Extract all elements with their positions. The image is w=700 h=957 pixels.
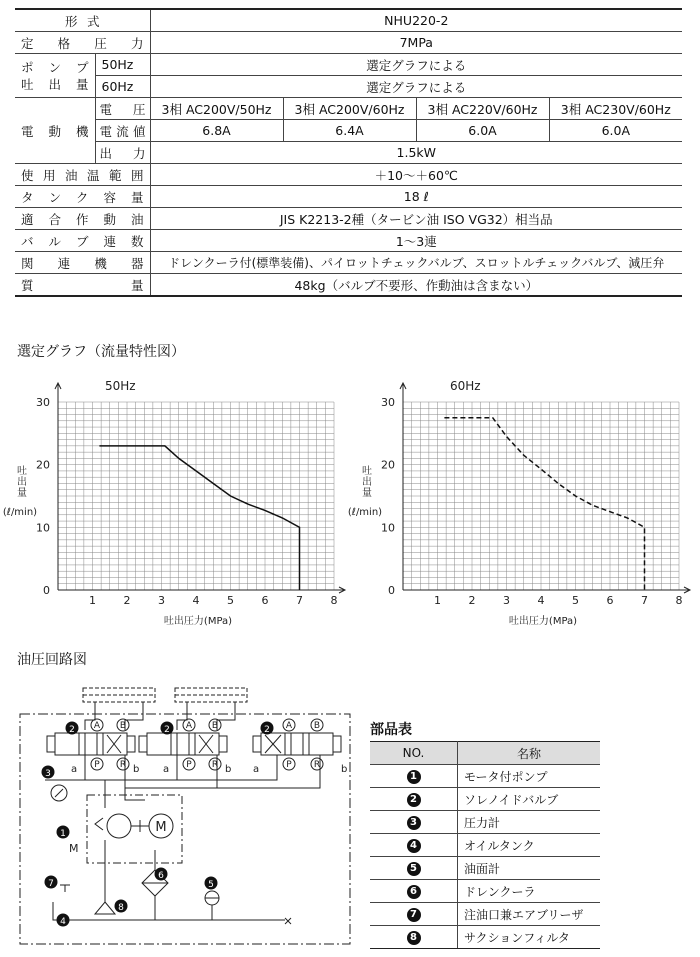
port-label: R [211,760,219,770]
callout-6 [155,868,168,882]
parts-col-name: 名称 [458,742,601,765]
spec-sublabel: 出力 [95,142,150,164]
spec-row-pressure [15,32,682,54]
x-tick-label: 3 [503,594,510,607]
spec-value: 48kg（バルブ不要形、作動油は含まない） [150,274,682,297]
parts-table [370,741,600,949]
voltage-cell: 3相 AC200V/50Hz [150,98,283,120]
spec-sublabel: 電流値 [95,120,150,142]
port-label: A [185,721,193,731]
spec-value: 1～3連 [150,230,682,252]
side-label: b [225,764,232,775]
y-tick-label: 0 [43,584,50,597]
spec-label: 電動機 [15,98,95,164]
x-tick-label: 5 [227,594,234,607]
spec-label: 使用油温範囲 [15,164,150,186]
spec-row-related [15,252,682,274]
svg-text:3: 3 [45,769,51,779]
y-axis-unit: (ℓ/min) [347,507,383,518]
port-label: A [285,721,293,731]
spec-row-pump-50 [15,54,682,76]
motor-letter: M [69,842,79,855]
spec-label: 形式 [15,9,150,32]
port-label: P [94,760,100,770]
voltage-cell: 3相 AC220V/60Hz [416,98,549,120]
callout-4 [57,914,70,928]
current-cell: 6.4A [283,120,416,142]
y-tick-label: 30 [381,396,395,409]
solenoid-valve [47,733,135,755]
y-axis-label: 吐出量 [362,466,372,499]
svg-text:2: 2 [264,725,270,735]
part-number-badge: 7 [407,908,421,922]
x-tick-label: 2 [123,594,131,607]
parts-col-no: NO. [370,742,458,765]
port-label: B [313,721,321,731]
svg-text:6: 6 [158,871,164,881]
y-tick-label: 30 [36,396,50,409]
port-label: A [93,721,101,731]
callout-8 [115,900,128,914]
table-row [370,834,600,857]
spec-row-mass [15,274,682,297]
port-label: R [119,760,127,770]
grid [58,402,334,590]
chart-title: 60Hz [450,379,481,393]
spec-value: 1.5kW [150,142,682,164]
x-tick-label: 2 [468,594,476,607]
table-row [370,811,600,834]
x-tick-label: 1 [434,594,441,607]
svg-text:1: 1 [60,829,66,839]
table-row [370,880,600,903]
part-number-badge: 2 [407,793,421,807]
svg-text:2: 2 [69,725,75,735]
part-number-badge: 4 [407,839,421,853]
side-label: a [163,764,170,775]
x-tick-label: 1 [89,594,96,607]
part-name: 注油口兼エアブリーザ [458,903,601,926]
series-line [99,446,299,590]
part-number-badge: 6 [407,885,421,899]
x-tick-label: 4 [537,594,545,607]
spec-row-tank [15,186,682,208]
spec-value: 選定グラフによる [150,76,682,98]
spec-label: 関連機器 [15,252,150,274]
part-name: 油面計 [458,857,601,880]
spec-table [15,8,682,297]
y-tick-label: 20 [381,458,395,472]
spec-value: JIS K2213-2種（タービン油 ISO VG32）相当品 [150,208,682,230]
spec-value: 18 ℓ [150,186,682,208]
x-tick-label: 8 [675,594,683,607]
spec-label: 定格圧力 [15,32,150,54]
callout-1 [57,826,70,840]
spec-row-oil-temp [15,164,682,186]
current-cell: 6.0A [416,120,549,142]
x-tick-label: 3 [158,594,165,607]
spec-sublabel: 電圧 [95,98,150,120]
voltage-cell: 3相 AC200V/60Hz [283,98,416,120]
spec-value: 7MPa [150,32,682,54]
hydraulic-circuit-diagram [15,680,360,950]
grid [403,402,679,590]
spec-label: 適合作動油 [15,208,150,230]
spec-row-fluid [15,208,682,230]
pump-label-2: 吐出量 [21,76,89,92]
callout-3 [42,766,55,780]
y-tick-label: 0 [388,584,395,597]
part-name: ドレンクーラ [458,880,601,903]
part-name: モータ付ポンプ [458,765,601,788]
pump-label-1: ポンプ [21,59,89,75]
side-label: a [253,764,260,775]
parts-header-row [370,742,600,765]
spec-sublabel: 60Hz [95,76,150,98]
x-tick-label: 5 [572,594,579,607]
side-label: a [71,764,78,775]
table-row [370,926,600,949]
y-axis-label: 吐出量 [17,466,27,499]
x-tick-label: 7 [641,594,648,607]
x-tick-label: 7 [296,594,303,607]
side-label: b [133,764,140,775]
part-name: 圧力計 [458,811,601,834]
part-name: オイルタンク [458,834,601,857]
y-tick-label: 10 [381,521,395,535]
spec-row-output [15,142,682,164]
spec-label: タンク容量 [15,186,150,208]
table-row [370,765,600,788]
oil-tank [53,902,285,920]
y-axis-unit: (ℓ/min) [2,507,38,518]
current-cell: 6.0A [549,120,682,142]
part-number-badge: 5 [407,862,421,876]
suction-filter [95,902,115,914]
x-axis-label: 吐出圧力(MPa) [163,616,233,627]
spec-value: 選定グラフによる [150,54,682,76]
spec-label [15,54,95,98]
chart-60hz [345,372,695,632]
svg-text:M: M [155,820,167,835]
solenoid-valve [253,733,341,755]
spec-row-model [15,9,682,32]
table-row [370,788,600,811]
svg-text:7: 7 [48,879,54,889]
table-row [370,903,600,926]
spec-row-valve [15,230,682,252]
x-tick-label: 6 [261,594,269,607]
graph-section-title: 選定グラフ（流量特性図） [17,344,185,360]
part-name: ソレノイドバルブ [458,788,601,811]
port-label: B [119,721,127,731]
circuit-section-title: 油圧回路図 [17,652,87,668]
x-tick-label: 6 [606,594,614,607]
port-label: P [186,760,192,770]
chart-title: 50Hz [105,379,136,393]
x-axis-label: 吐出圧力(MPa) [508,616,578,627]
part-number-badge: 8 [407,931,421,945]
spec-value: ＋10～＋60℃ [150,164,682,186]
current-cell: 6.8A [150,120,283,142]
svg-text:4: 4 [60,917,66,927]
callout-7 [45,876,58,890]
port-label: B [211,721,219,731]
spec-row-current [15,120,682,142]
part-name: サクションフィルタ [458,926,601,949]
spec-label: 質量 [15,274,150,297]
svg-text:5: 5 [208,880,214,890]
spec-sublabel: 50Hz [95,54,150,76]
part-number-badge: 3 [407,816,421,830]
svg-text:2: 2 [164,725,170,735]
series-line [444,418,644,590]
table-row [370,857,600,880]
y-tick-label: 10 [36,521,50,535]
x-tick-label: 8 [330,594,338,607]
spec-value: NHU220-2 [150,9,682,32]
unit-enclosure [20,714,350,944]
callout-5 [205,877,218,891]
svg-text:8: 8 [118,903,124,913]
pump [107,814,131,838]
solenoid-valve [139,733,227,755]
y-tick-label: 20 [36,458,50,472]
port-label: P [286,760,292,770]
parts-title: 部品表 [370,722,412,738]
chart-50hz [0,372,350,632]
part-number-badge: 1 [407,770,421,784]
spec-value: ドレンクーラ付(標準装備)、パイロットチェックバルブ、スロットルチェックバルブ、減圧弁 [150,252,682,274]
x-tick-label: 4 [192,594,200,607]
side-label: b [341,764,348,775]
port-label: R [313,760,321,770]
voltage-cell: 3相 AC230V/60Hz [549,98,682,120]
spec-row-voltage [15,98,682,120]
spec-label: バルブ連数 [15,230,150,252]
spec-row-pump-60 [15,76,682,98]
